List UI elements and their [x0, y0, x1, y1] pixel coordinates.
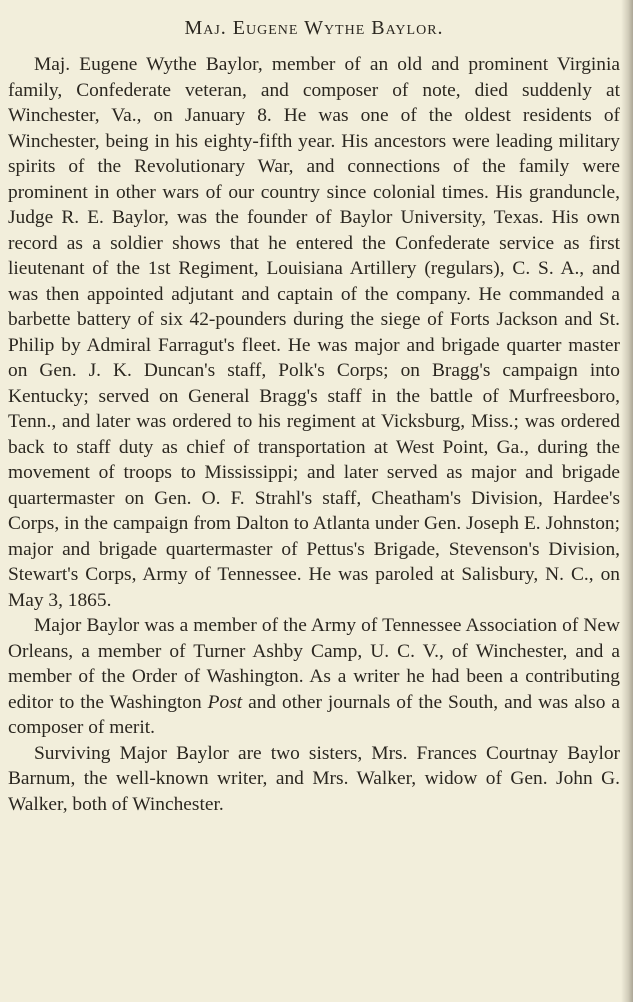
paragraph-memberships-text-end: and other journals of the South, and was also a composer of merit. [8, 691, 620, 738]
paragraph-survivors: Surviving Major Baylor are two sisters, Mrs. Frances Courtnay Baylor Barnum, the well-known writer, and Mrs. Walker, widow of Gen. John G. Walker, both of Winchester. [8, 742, 620, 815]
page-edge-shadow [621, 0, 633, 1002]
paragraph-military-record: Maj. Eugene Wythe Baylor, member of an old and prominent Virginia family, Confederate veteran, and composer of note, died suddenly at Winchester, Va., on January 8. He was one of the oldest residents of Winchester, being in his eighty-fifth year. His ancestors were leading military spirits of the Revolutionary War, and connections of the family were prominent in other wars of our country since colonial times. His granduncle, Judge R. E. Baylor, was the founder of Baylor University, Texas. His own record as a soldier shows that he entered the Confederate service as first lieutenant of the 1st Regiment, Louisiana Artillery (regulars), C. S. A., and was then appointed adjutant and captain of the company. He commanded a barbette battery of six 42-pounders during the siege of Forts Jackson and St. Philip by Admiral Farragut's fleet. He was major and brigade quarter master on Gen. J. K. Duncan's staff, Polk's Corps; on Bragg's campaign into Kentucky; served on General Bragg's staff in the battle of Murfreesboro, Tenn., and later was ordered to his regiment at Vicksburg, Miss.; was ordered back to staff duty as chief of transportation at West Point, Ga., during the movement of troops to Mississippi; and later served as major and brigade quartermaster on Gen. O. F. Strahl's staff, Cheatham's Division, Hardee's Corps, in the campaign from Dalton to Atlanta under Gen. Joseph E. Johnston; major and brigade quartermaster of Pettus's Brigade, Stevenson's Division, Stewart's Corps, Army of Tennessee. He was paroled at Salisbury, N. C., on May 3, 1865. [8, 54, 620, 611]
page [8, 16, 620, 817]
newspaper-name: Post [207, 691, 243, 713]
paragraph-memberships-text-start: Major Baylor was a member of the Army of Tennessee Association of New Orleans, a member of Turner Ashby Camp, U. C. V., of Winchester, and a member of the Order of Washington. As a writer he had been a contributing editor to the Washington [8, 615, 620, 713]
article-title: Maj. Eugene Wythe Baylor. [184, 17, 444, 39]
paragraph-memberships [8, 613, 620, 741]
